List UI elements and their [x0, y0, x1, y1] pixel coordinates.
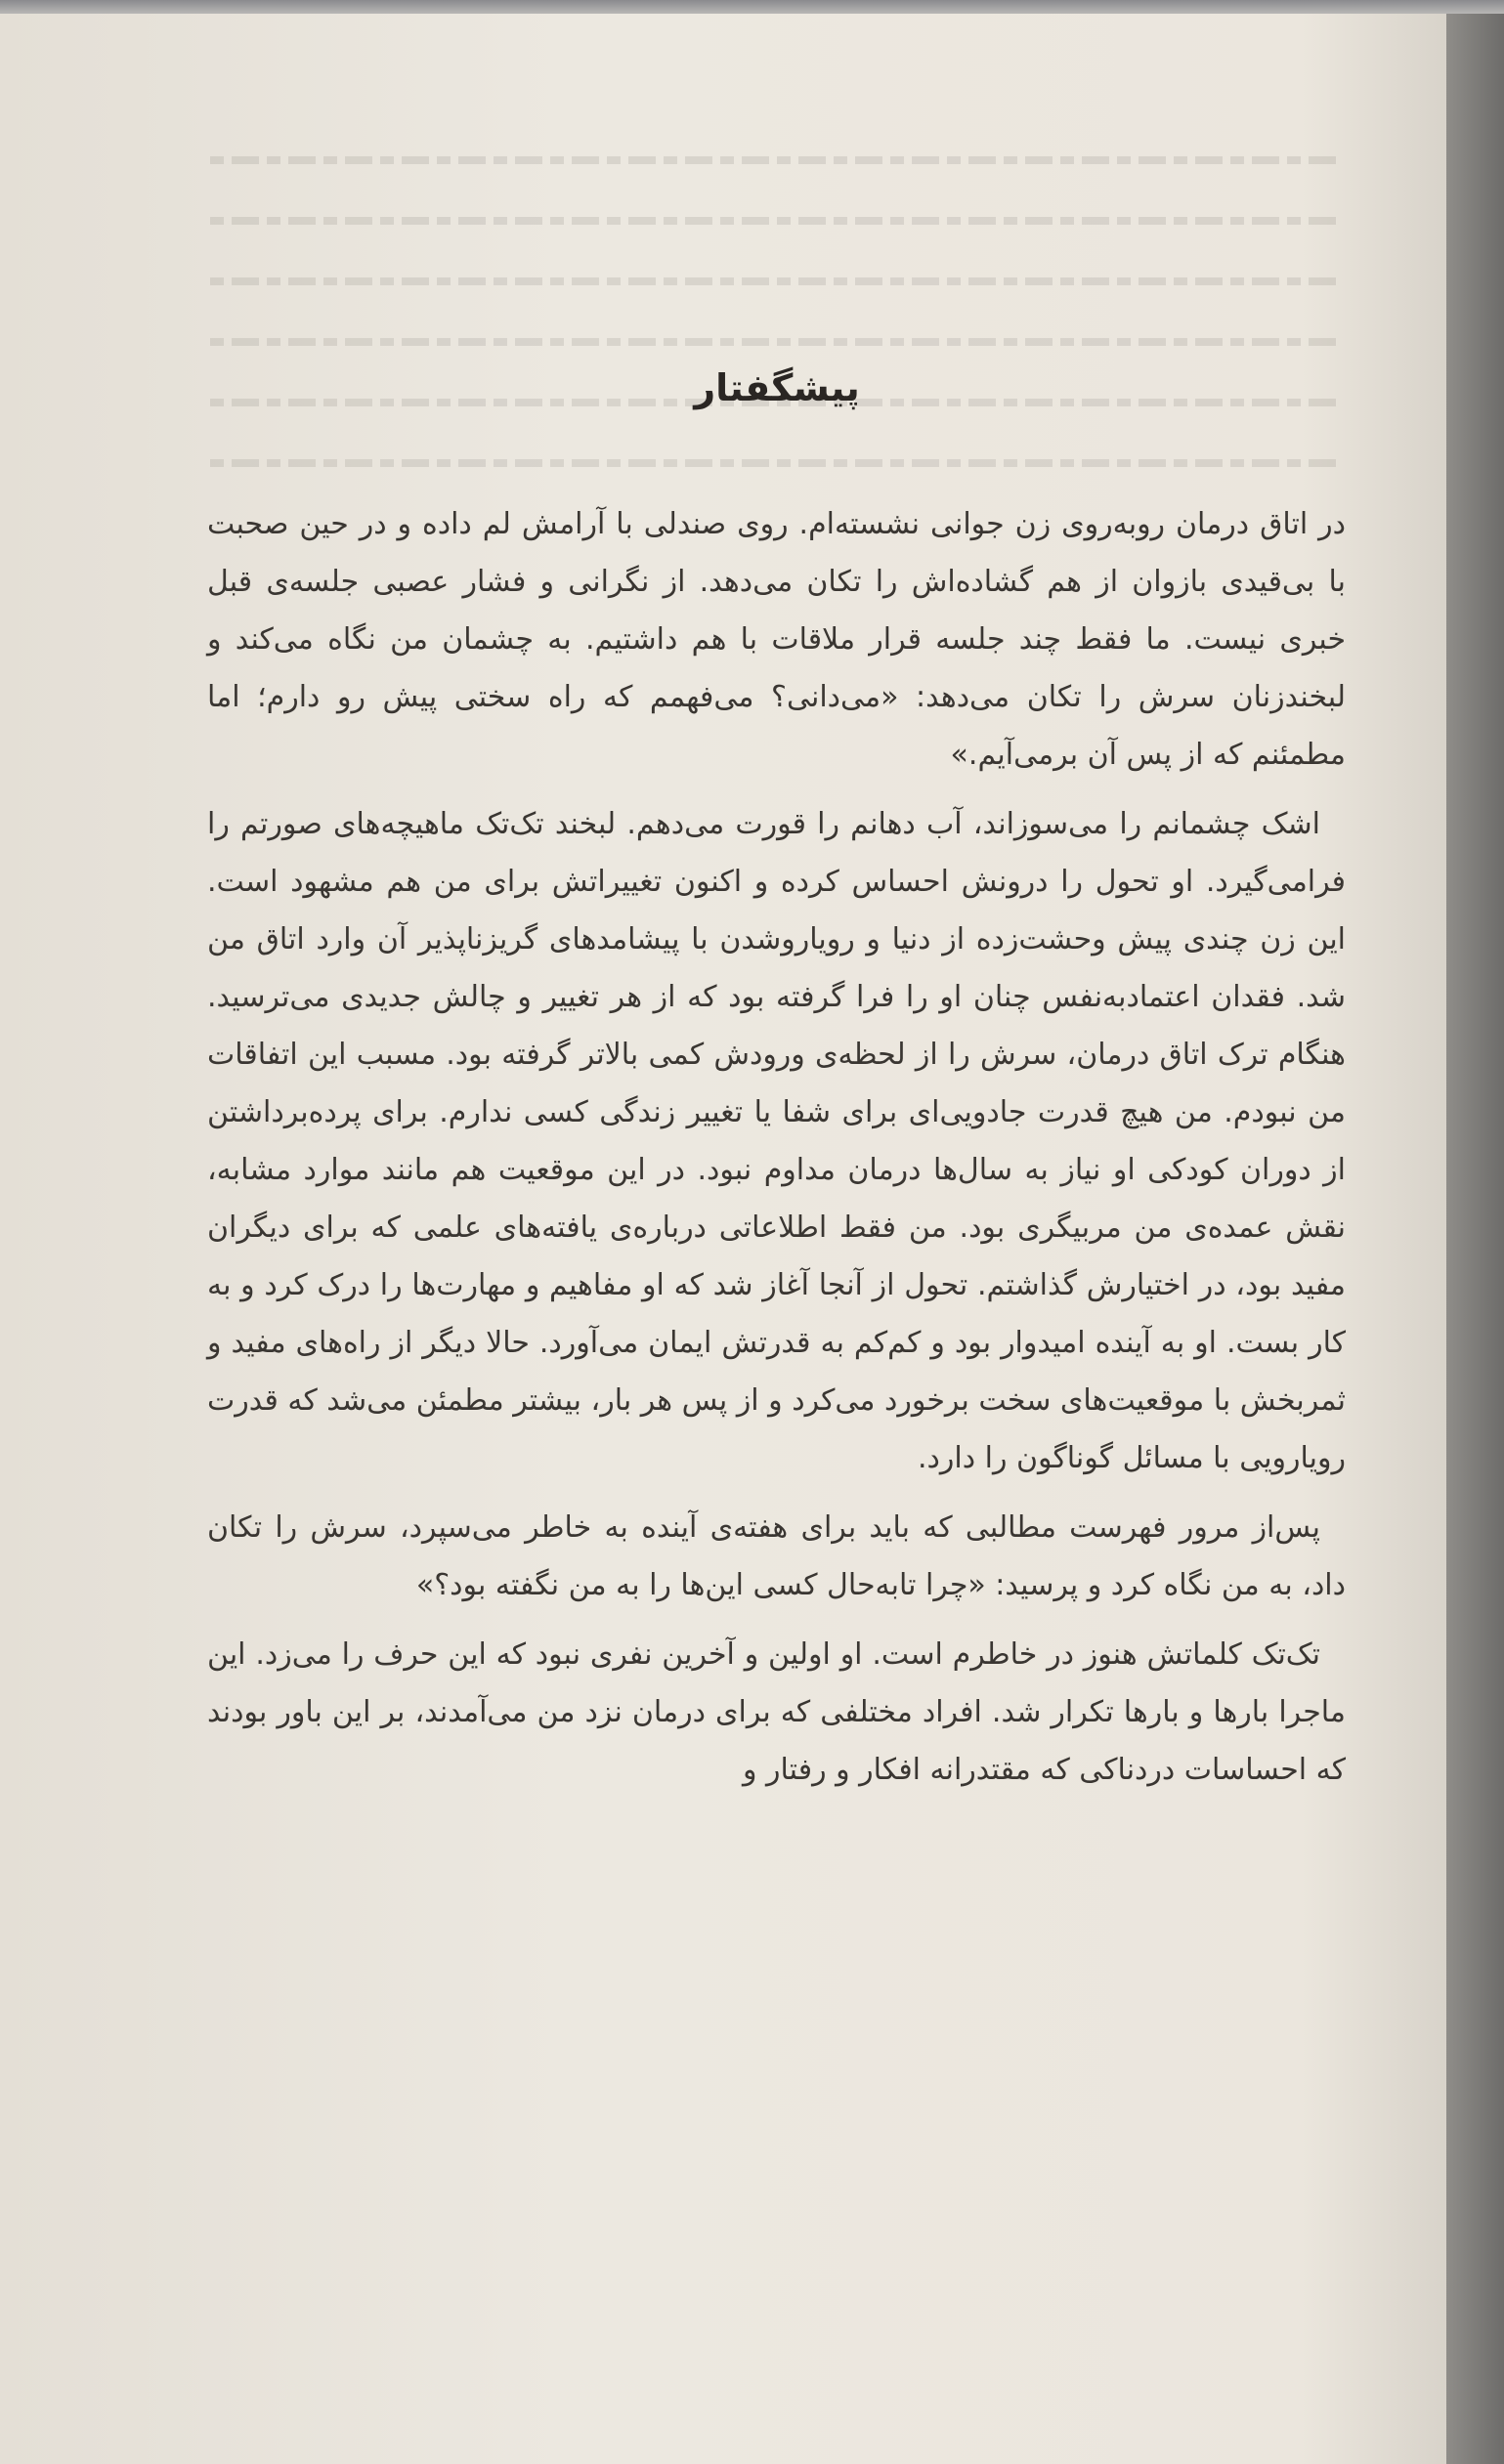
paragraph-4: تک‌تک کلماتش هنوز در خاطرم است. او اولین و آخرین نفری نبود که این حرف را می‌زد. این ماجرا بارها و بارها تکرار شد. افراد مختلفی که برای درمان نزد من می‌آمدند، بر این باور بودند که احساسات دردناکی که مقتدرانه افکار و رفتار و	[207, 1637, 1346, 1787]
paragraph-3: پس‌از مرور فهرست مطالبی که باید برای هفته‌ی آینده به خاطر می‌سپرد، سرش را تکان داد، به من نگاه کرد و پرسید: «چرا تابه‌حال کسی این‌ها را به من نگفته بود؟»	[207, 1510, 1346, 1602]
paragraph-2: اشک چشمانم را می‌سوزاند، آب دهانم را قورت می‌دهم. لبخند تک‌تک ماهیچه‌های صورتم را فرامی‌گیرد. او تحول را درونش احساس کرده و اکنون تغییراتش برای من هم مشهود است. این زن چندی پیش وحشت‌زده از دنیا و رویاروشدن با پیشامدهای گریزناپذیر آن وارد اتاق من شد. فقدان اعتمادبه‌نفس چنان او را فرا گرفته بود که از هر تغییر و چالش جدیدی می‌ترسید. هنگام ترک اتاق درمان، سرش را از لحظه‌ی ورودش کمی بالاتر گرفته بود. مسبب این اتفاقات من نبودم. من هیچ قدرت جادویی‌ای برای شفا یا تغییر زندگی کسی ندارم. برای پرده‌برداشتن از دوران کودکی او نیاز به سال‌ها درمان مداوم نبود. در این موقعیت هم مانند موارد مشابه، نقش عمده‌ی من مربیگری بود. من فقط اطلاعاتی درباره‌ی یافته‌های علمی که برای دیگران مفید بود، در اختیارش گذاشتم. تحول از آنجا آغاز شد که او مفاهیم و مهارت‌ها را درک کرد و به کار بست. او به آینده امیدوار بود و کم‌کم به قدرتش ایمان می‌آورد. حالا دیگر از راه‌های مفید و ثمربخش با موقعیت‌های سخت برخورد می‌کرد و از پس هر بار، بیشتر مطمئن می‌شد که قدرت رویارویی با مسائل گوناگون را دارد.	[207, 807, 1346, 1475]
top-edge-strip	[0, 0, 1504, 14]
paragraph-1: در اتاق درمان روبه‌روی زن جوانی نشسته‌ام. روی صندلی با آرامش لم داده و در حین صحبت با بی‌قیدی بازوان از هم گشاده‌اش را تکان می‌دهد. از نگرانی و فشار عصبی جلسه‌ی قبل خبری نیست. ما فقط چند جلسه قرار ملاقات با هم داشتیم. به چشمان من نگاه می‌کند و لبخندزنان سرش را تکان می‌دهد: «می‌دانی؟ می‌فهمم که راه سختی پیش رو دارم؛ اما مطمئنم که از پس آن برمی‌آیم.»	[207, 507, 1346, 772]
show-through-text	[210, 156, 1344, 508]
body-text	[207, 495, 1346, 1810]
book-gutter-edge	[1446, 0, 1504, 2464]
chapter-title: پیشگفتار	[694, 366, 860, 409]
